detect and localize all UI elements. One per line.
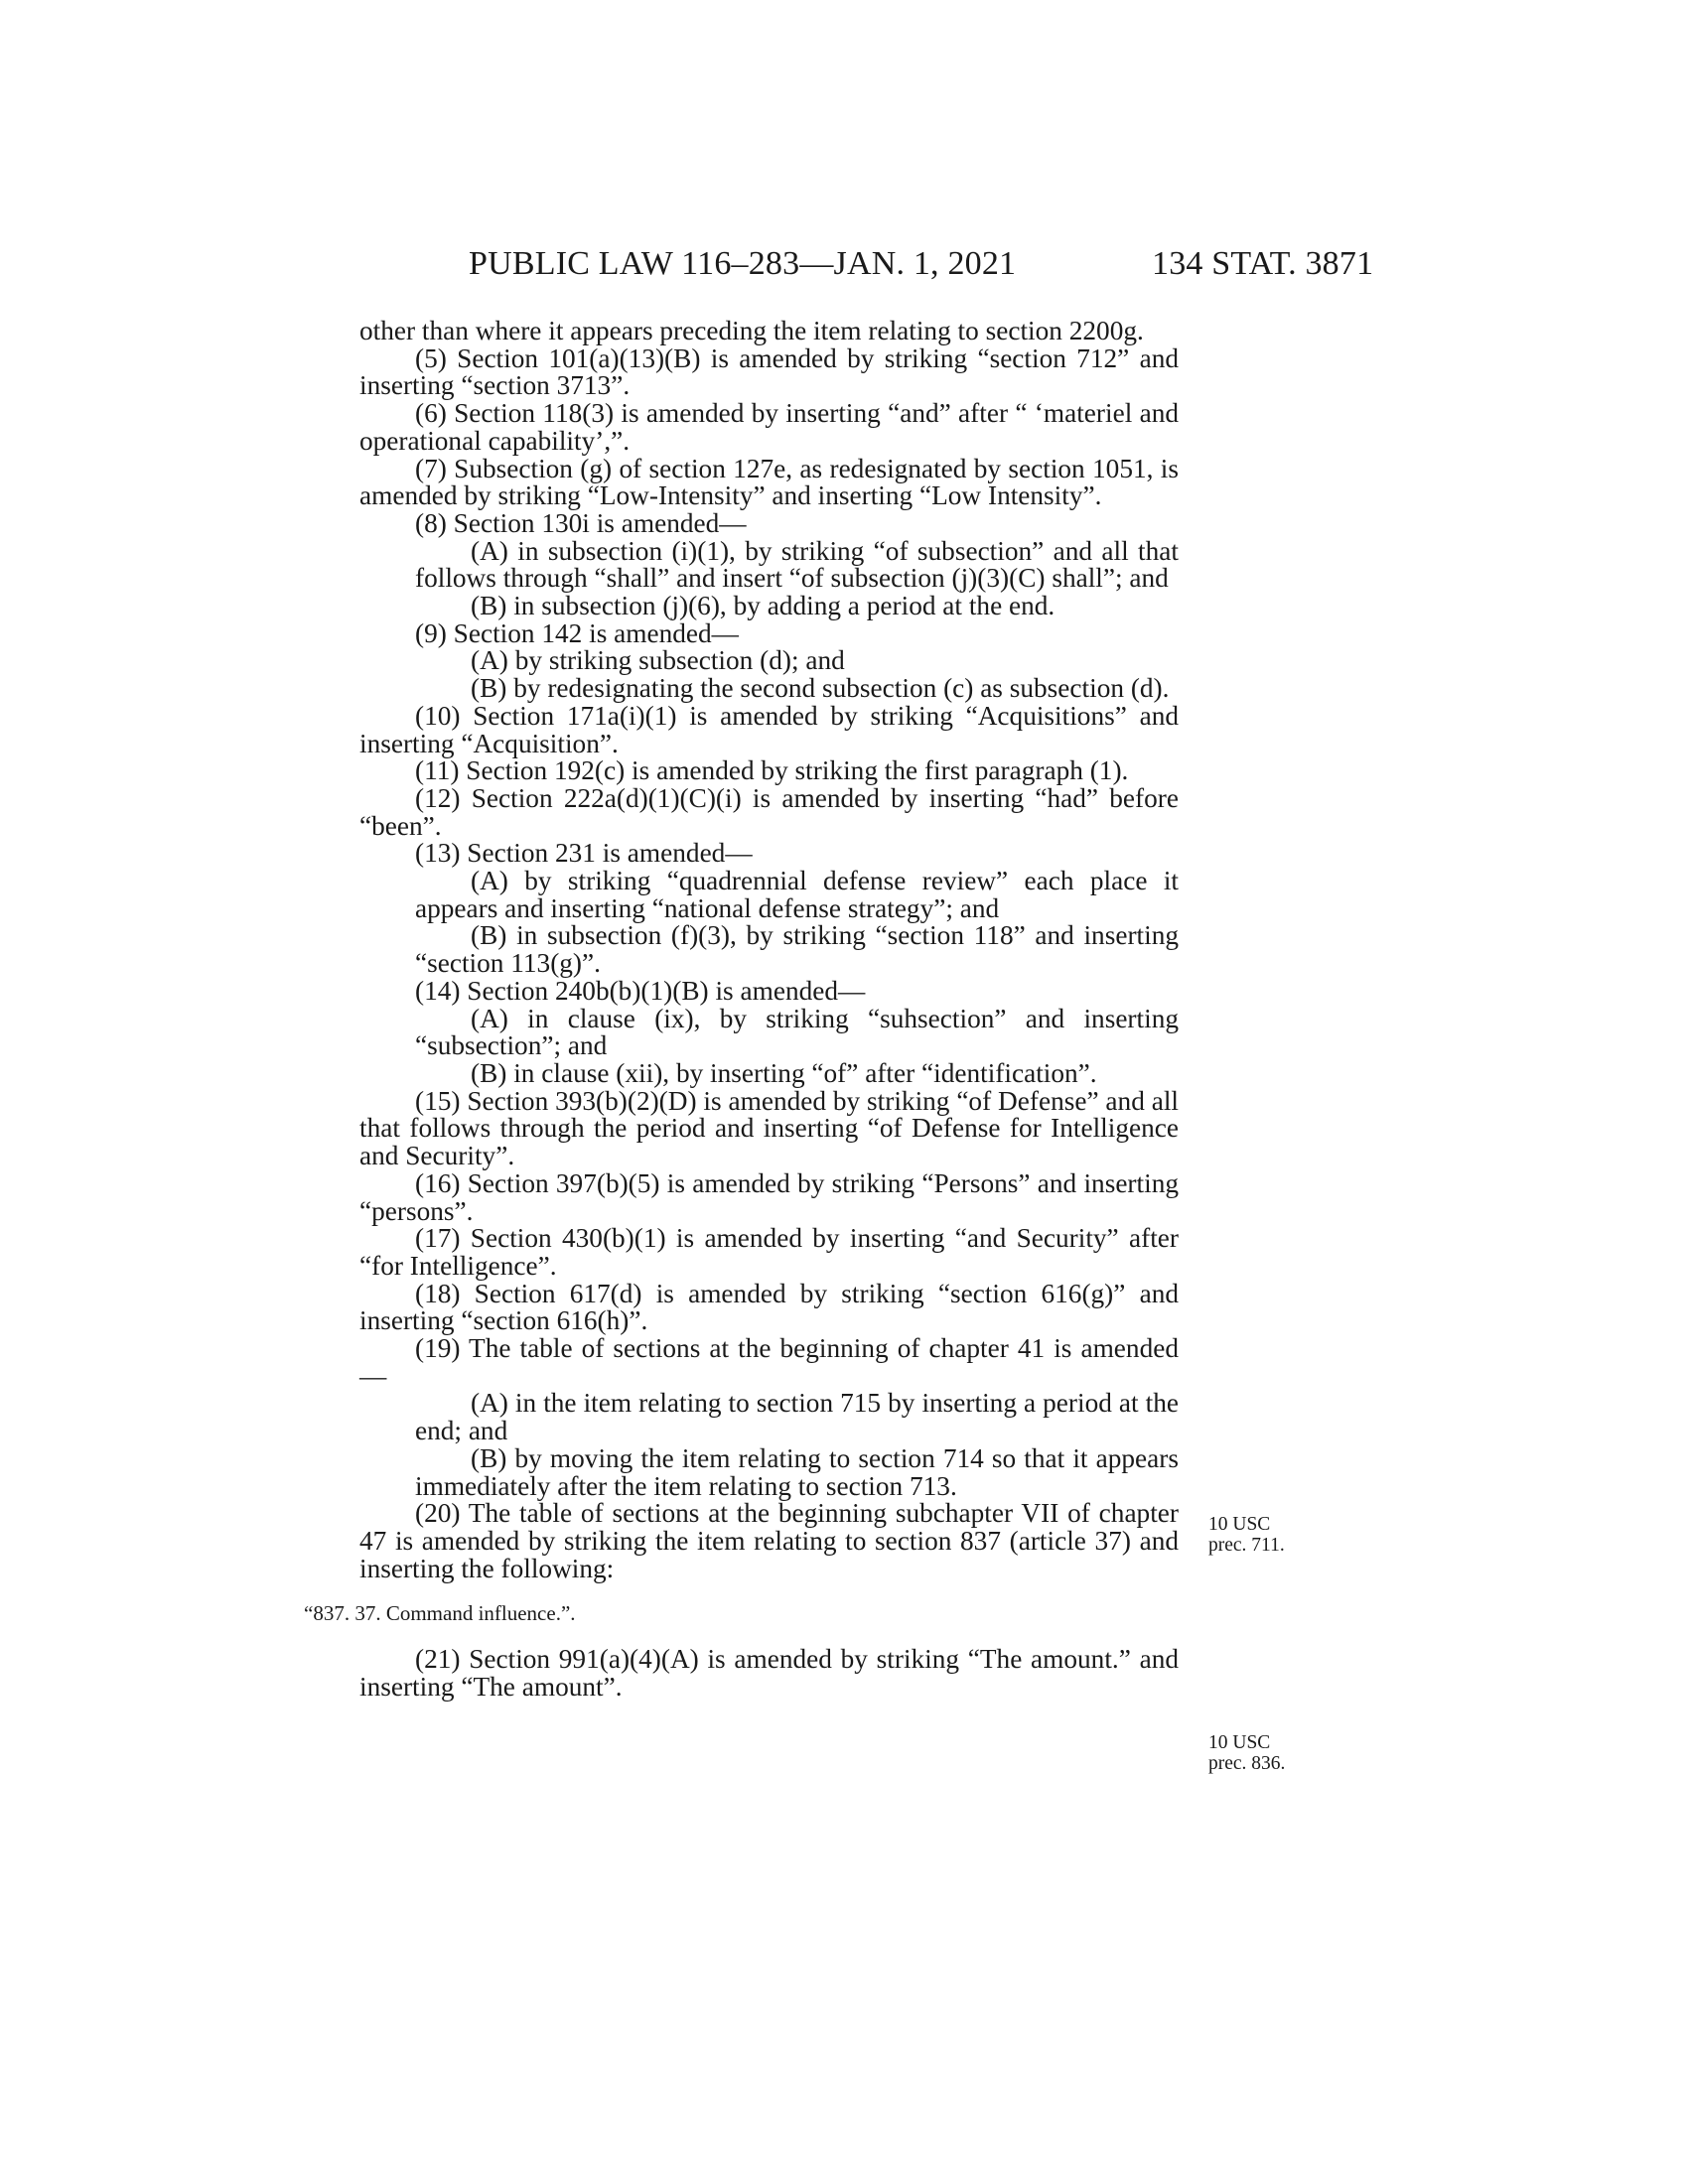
paragraph-18: (18) Section 617(d) is amended by striking “section 616(g)” and inserting “section 616(h)”. <box>359 1278 1179 1336</box>
paragraph-21: (21) Section 991(a)(4)(A) is amended by striking “The amount.” and inserting “The amount”. <box>359 1644 1179 1702</box>
running-header-law: PUBLIC LAW 116–283—JAN. 1, 2021 <box>469 245 1017 282</box>
spacer <box>359 1582 1179 1600</box>
margin-note-usc-836 <box>1208 1732 1285 1774</box>
paragraph-6: (6) Section 118(3) is amended by inserting “and” after “ ‘materiel and operational capability’,”. <box>359 398 1179 456</box>
paragraph-14-a: (A) in clause (ix), by striking “suhsection” and inserting “subsection”; and <box>415 1003 1179 1061</box>
paragraph-14: (14) Section 240b(b)(1)(B) is amended— <box>415 975 866 1006</box>
paragraph-8-a: (A) in subsection (i)(1), by striking “of subsection” and all that follows through “shall” and insert “of subsection (j)(3)(C) shall”; and <box>415 535 1179 594</box>
margin-note-line: prec. 836. <box>1208 1753 1286 1774</box>
paragraph-14-b: (B) in clause (xii), by inserting “of” after “identification”. <box>471 1057 1097 1088</box>
margin-note-line: 10 USC <box>1208 1514 1271 1535</box>
paragraph-19-b: (B) by moving the item relating to section 714 so that it appears immediately after the item relating to section 713. <box>415 1442 1179 1501</box>
margin-note-line: prec. 711. <box>1208 1535 1285 1556</box>
paragraph-5: (5) Section 101(a)(13)(B) is amended by striking “section 712” and inserting “section 3713”. <box>359 342 1179 401</box>
paragraph-13-b: (B) in subsection (f)(3), by striking “section 118” and inserting “section 113(g)”. <box>415 920 1179 979</box>
document-body <box>304 316 1179 1702</box>
paragraph-11: (11) Section 192(c) is amended by striking the first paragraph (1). <box>415 755 1129 786</box>
paragraph-19-a: (A) in the item relating to section 715 by inserting a period at the end; and <box>415 1388 1179 1446</box>
margin-note-usc-711 <box>1208 1514 1285 1556</box>
paragraph-16: (16) Section 397(b)(5) is amended by striking “Persons” and inserting “persons”. <box>359 1167 1179 1226</box>
paragraph-8: (8) Section 130i is amended— <box>415 507 747 538</box>
inserted-table-item: “837. 37. Command influence.”. <box>304 1601 576 1626</box>
margin-note-line: 10 USC <box>1208 1732 1271 1753</box>
paragraph-12: (12) Section 222a(d)(1)(C)(i) is amended by inserting “had” before “been”. <box>359 782 1179 841</box>
paragraph-7: (7) Subsection (g) of section 127e, as redesignated by section 1051, is amended by striking “Low-Intensity” and inserting “Low Intensity”. <box>359 453 1179 511</box>
paragraph-13-a: (A) by striking “quadrennial defense review” each place it appears and inserting “national defense strategy”; and <box>415 866 1179 923</box>
paragraph-15: (15) Section 393(b)(2)(D) is amended by striking “of Defense” and all that follows through the period and inserting “of Defense for Intelligence and Security”. <box>359 1085 1179 1171</box>
paragraph-9: (9) Section 142 is amended— <box>415 617 739 648</box>
paragraph-9-b: (B) by redesignating the second subsection (c) as subsection (d). <box>471 673 1170 704</box>
paragraph-8-b: (B) in subsection (j)(6), by adding a period at the end. <box>471 591 1055 621</box>
running-header-stat-page: 134 STAT. 3871 <box>1152 245 1374 282</box>
paragraph-19: (19) The table of sections at the beginning of chapter 41 is amended— <box>359 1333 1179 1391</box>
paragraph-17: (17) Section 430(b)(1) is amended by inserting “and Security” after “for Intelligence”. <box>359 1223 1179 1281</box>
paragraph-9-a: (A) by striking subsection (d); and <box>471 645 845 676</box>
paragraph-13: (13) Section 231 is amended— <box>415 838 753 869</box>
paragraph-10: (10) Section 171a(i)(1) is amended by striking “Acquisitions” and inserting “Acquisition”. <box>359 700 1179 758</box>
paragraph-continuation: other than where it appears preceding the item relating to section 2200g. <box>359 316 1144 345</box>
paragraph-20: (20) The table of sections at the beginning subchapter VII of chapter 47 is amended by striking the item relating to section 837 (article 37) and inserting the following: <box>359 1498 1179 1583</box>
